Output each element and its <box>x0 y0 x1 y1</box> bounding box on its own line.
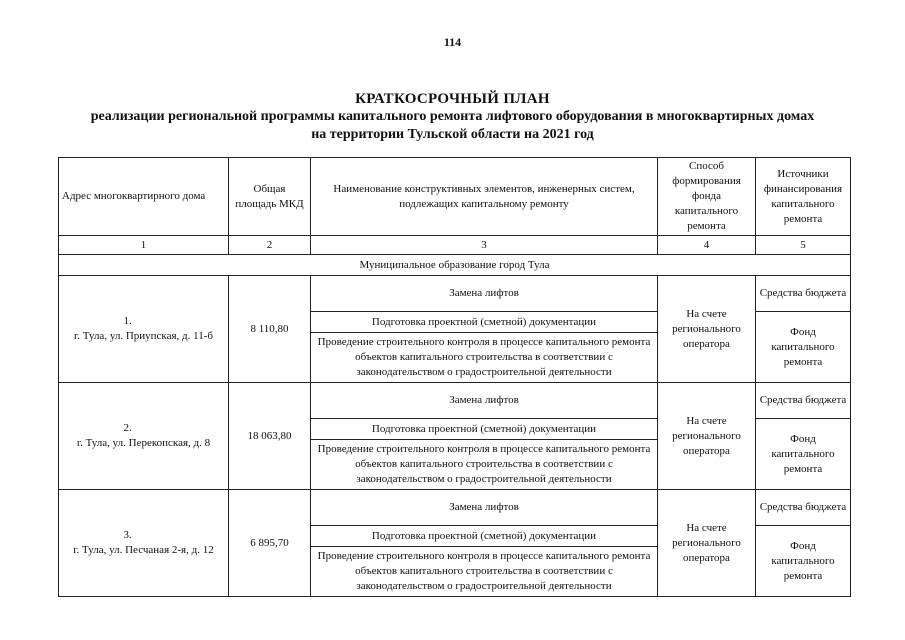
work-item: Проведение строительного контроля в процессе капитального ремонта объектов капитального строительства в соответствии с законодательством о градостроительной деятельности <box>311 440 658 490</box>
address-text: г. Тула, ул. Песчаная 2-я, д. 12 <box>73 544 214 556</box>
table-row <box>59 276 851 312</box>
header-elements: Наименование конструктивных элементов, инженерных систем, подлежащих капитальному ремонту <box>311 158 658 236</box>
municipality-name: Муниципальное образование город Тула <box>59 255 851 276</box>
address-cell <box>59 276 229 383</box>
title-line-1: КРАТКОСРОЧНЫЙ ПЛАН <box>355 91 550 107</box>
table-row <box>59 383 851 419</box>
source-cell: Фонд капитального ремонта <box>756 312 851 383</box>
work-item: Замена лифтов <box>311 383 658 419</box>
source-cell: Средства бюджета <box>756 276 851 312</box>
header-sources: Источники финансирования капитального ремонта <box>756 158 851 236</box>
column-number: 4 <box>658 236 756 255</box>
title-line-3: на территории Тульской области на 2021 год <box>311 127 594 142</box>
address-cell <box>59 383 229 490</box>
title-line-2: реализации региональной программы капитального ремонта лифтового оборудования в многоквартирных домах <box>90 109 815 124</box>
column-number: 3 <box>311 236 658 255</box>
plan-table <box>58 157 851 597</box>
column-number: 1 <box>59 236 229 255</box>
table-row <box>59 490 851 526</box>
method-cell: На счете регионального оператора <box>658 383 756 490</box>
row-number: 2. <box>123 421 132 434</box>
header-address: Адрес многоквартирного дома <box>59 158 229 236</box>
document-title <box>0 90 905 144</box>
source-cell: Средства бюджета <box>756 383 851 419</box>
column-number: 2 <box>229 236 311 255</box>
method-cell: На счете регионального оператора <box>658 490 756 597</box>
source-cell: Фонд капитального ремонта <box>756 526 851 597</box>
work-item: Замена лифтов <box>311 276 658 312</box>
work-item: Проведение строительного контроля в процессе капитального ремонта объектов капитального строительства в соответствии с законодательством о градостроительной деятельности <box>311 547 658 597</box>
source-cell: Средства бюджета <box>756 490 851 526</box>
header-method: Способ формирования фонда капитального ремонта <box>658 158 756 236</box>
row-number: 3. <box>123 528 132 541</box>
work-item: Подготовка проектной (сметной) документации <box>311 526 658 547</box>
address-text: г. Тула, ул. Перекопская, д. 8 <box>76 437 211 449</box>
address-text: г. Тула, ул. Приупская, д. 11-б <box>73 330 213 342</box>
area-cell: 6 895,70 <box>229 490 311 597</box>
source-cell: Фонд капитального ремонта <box>756 419 851 490</box>
area-cell: 18 063,80 <box>229 383 311 490</box>
page-number: 114 <box>443 35 462 49</box>
municipality-row <box>59 255 851 276</box>
work-item: Подготовка проектной (сметной) документации <box>311 419 658 440</box>
address-cell <box>59 490 229 597</box>
table-header-row <box>59 158 851 236</box>
work-item: Проведение строительного контроля в процессе капитального ремонта объектов капитального строительства в соответствии с законодательством о градостроительной деятельности <box>311 333 658 383</box>
column-number: 5 <box>756 236 851 255</box>
method-cell: На счете регионального оператора <box>658 276 756 383</box>
area-cell: 8 110,80 <box>229 276 311 383</box>
work-item: Замена лифтов <box>311 490 658 526</box>
column-number-row <box>59 236 851 255</box>
header-area: Общая площадь МКД <box>229 158 311 236</box>
row-number: 1. <box>123 314 132 327</box>
work-item: Подготовка проектной (сметной) документации <box>311 312 658 333</box>
